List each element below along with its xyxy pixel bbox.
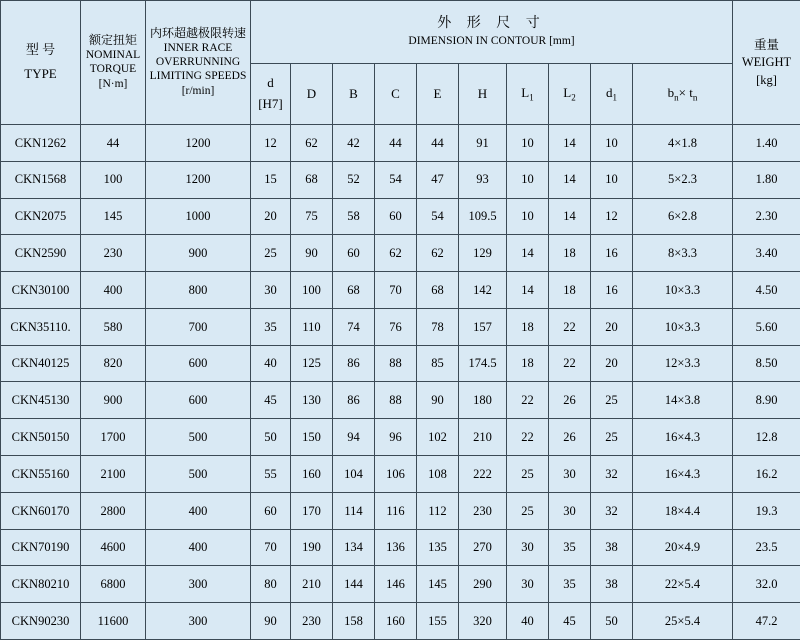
cell-weight: 23.5 xyxy=(733,529,800,566)
cell-torque: 4600 xyxy=(81,529,146,566)
cell-type: CKN2075 xyxy=(1,198,81,235)
cell-E: 108 xyxy=(417,456,459,493)
header-dimension-en: DIMENSION IN CONTOUR [mm] xyxy=(408,34,575,47)
header-torque xyxy=(81,1,146,125)
cell-B: 52 xyxy=(333,161,375,198)
cell-weight: 47.2 xyxy=(733,603,800,640)
cell-speed: 300 xyxy=(146,603,251,640)
cell-C: 70 xyxy=(375,272,417,309)
cell-d1: 32 xyxy=(591,492,633,529)
cell-L2: 22 xyxy=(549,308,591,345)
cell-d: 35 xyxy=(251,308,291,345)
cell-key: 16×4.3 xyxy=(633,456,733,493)
cell-D: 62 xyxy=(291,125,333,162)
cell-H: 91 xyxy=(459,125,507,162)
cell-d1: 16 xyxy=(591,235,633,272)
header-speed-cn: 内环超越极限转速 xyxy=(149,26,246,41)
cell-torque: 900 xyxy=(81,382,146,419)
cell-E: 62 xyxy=(417,235,459,272)
cell-speed: 700 xyxy=(146,308,251,345)
cell-torque: 820 xyxy=(81,345,146,382)
header-col-L2-base: L xyxy=(563,84,572,100)
cell-key: 25×5.4 xyxy=(633,603,733,640)
cell-type: CKN1262 xyxy=(1,125,81,162)
cell-E: 112 xyxy=(417,492,459,529)
header-col-E: E xyxy=(417,64,459,125)
cell-D: 150 xyxy=(291,419,333,456)
cell-torque: 11600 xyxy=(81,603,146,640)
cell-key: 4×1.8 xyxy=(633,125,733,162)
header-col-keyway-b: b xyxy=(667,84,675,100)
cell-torque: 400 xyxy=(81,272,146,309)
cell-d: 60 xyxy=(251,492,291,529)
cell-L2: 30 xyxy=(549,456,591,493)
table-header xyxy=(1,1,800,125)
table-body xyxy=(1,125,800,640)
cell-speed: 900 xyxy=(146,235,251,272)
cell-E: 68 xyxy=(417,272,459,309)
table-row xyxy=(1,161,800,198)
cell-key: 6×2.8 xyxy=(633,198,733,235)
cell-C: 76 xyxy=(375,308,417,345)
cell-d1: 32 xyxy=(591,456,633,493)
cell-H: 230 xyxy=(459,492,507,529)
cell-L1: 10 xyxy=(507,161,549,198)
header-type-cn: 型 号 xyxy=(25,42,56,58)
cell-B: 60 xyxy=(333,235,375,272)
cell-E: 145 xyxy=(417,566,459,603)
cell-L1: 14 xyxy=(507,272,549,309)
cell-D: 160 xyxy=(291,456,333,493)
header-col-L2-index: 2 xyxy=(571,92,576,103)
header-col-keyway-tn: n xyxy=(692,92,698,103)
cell-d1: 38 xyxy=(591,529,633,566)
cell-B: 42 xyxy=(333,125,375,162)
cell-type: CKN30100 xyxy=(1,272,81,309)
header-col-B: B xyxy=(333,64,375,125)
cell-L2: 18 xyxy=(549,272,591,309)
cell-key: 12×3.3 xyxy=(633,345,733,382)
cell-D: 75 xyxy=(291,198,333,235)
cell-weight: 8.50 xyxy=(733,345,800,382)
cell-weight: 8.90 xyxy=(733,382,800,419)
cell-torque: 145 xyxy=(81,198,146,235)
cell-torque: 100 xyxy=(81,161,146,198)
cell-torque: 580 xyxy=(81,308,146,345)
cell-type: CKN2590 xyxy=(1,235,81,272)
cell-C: 96 xyxy=(375,419,417,456)
cell-B: 158 xyxy=(333,603,375,640)
cell-C: 146 xyxy=(375,566,417,603)
cell-key: 16×4.3 xyxy=(633,419,733,456)
cell-C: 60 xyxy=(375,198,417,235)
cell-H: 320 xyxy=(459,603,507,640)
cell-torque: 230 xyxy=(81,235,146,272)
cell-L1: 10 xyxy=(507,125,549,162)
cell-speed: 1200 xyxy=(146,125,251,162)
cell-B: 114 xyxy=(333,492,375,529)
table-row xyxy=(1,272,800,309)
cell-C: 44 xyxy=(375,125,417,162)
cell-type: CKN50150 xyxy=(1,419,81,456)
table-row xyxy=(1,235,800,272)
cell-d: 20 xyxy=(251,198,291,235)
cell-key: 8×3.3 xyxy=(633,235,733,272)
header-col-D: D xyxy=(291,64,333,125)
cell-L2: 26 xyxy=(549,419,591,456)
cell-D: 110 xyxy=(291,308,333,345)
cell-D: 125 xyxy=(291,345,333,382)
cell-L2: 26 xyxy=(549,382,591,419)
header-col-keyway xyxy=(633,64,733,125)
cell-C: 106 xyxy=(375,456,417,493)
cell-L1: 30 xyxy=(507,529,549,566)
header-torque-cn: 额定扭矩 xyxy=(88,33,137,48)
cell-key: 14×3.8 xyxy=(633,382,733,419)
cell-d: 40 xyxy=(251,345,291,382)
cell-type: CKN60170 xyxy=(1,492,81,529)
header-col-keyway-bn: n xyxy=(674,92,679,103)
cell-L2: 14 xyxy=(549,125,591,162)
table-row xyxy=(1,566,800,603)
cell-L1: 18 xyxy=(507,345,549,382)
header-col-L1 xyxy=(507,64,549,125)
cell-E: 47 xyxy=(417,161,459,198)
cell-B: 134 xyxy=(333,529,375,566)
cell-B: 86 xyxy=(333,345,375,382)
cell-d: 45 xyxy=(251,382,291,419)
cell-torque: 1700 xyxy=(81,419,146,456)
cell-E: 54 xyxy=(417,198,459,235)
cell-D: 210 xyxy=(291,566,333,603)
cell-d: 15 xyxy=(251,161,291,198)
cell-H: 174.5 xyxy=(459,345,507,382)
header-speed-en3: LIMITING SPEEDS xyxy=(149,70,247,83)
cell-torque: 2100 xyxy=(81,456,146,493)
header-col-L1-base: L xyxy=(521,84,530,100)
cell-B: 104 xyxy=(333,456,375,493)
table-row xyxy=(1,603,800,640)
cell-D: 230 xyxy=(291,603,333,640)
cell-C: 54 xyxy=(375,161,417,198)
cell-L1: 25 xyxy=(507,456,549,493)
cell-weight: 19.3 xyxy=(733,492,800,529)
header-weight-unit: [kg] xyxy=(756,72,777,87)
header-weight xyxy=(733,1,800,125)
cell-B: 86 xyxy=(333,382,375,419)
cell-d: 25 xyxy=(251,235,291,272)
cell-D: 130 xyxy=(291,382,333,419)
cell-L1: 22 xyxy=(507,382,549,419)
cell-weight: 16.2 xyxy=(733,456,800,493)
cell-type: CKN70190 xyxy=(1,529,81,566)
cell-weight: 1.80 xyxy=(733,161,800,198)
header-type xyxy=(1,1,81,125)
cell-d: 90 xyxy=(251,603,291,640)
cell-weight: 3.40 xyxy=(733,235,800,272)
cell-L2: 22 xyxy=(549,345,591,382)
header-speed-en1: INNER RACE xyxy=(163,41,233,54)
cell-speed: 500 xyxy=(146,419,251,456)
cell-type: CKN40125 xyxy=(1,345,81,382)
cell-key: 20×4.9 xyxy=(633,529,733,566)
cell-H: 109.5 xyxy=(459,198,507,235)
table-row xyxy=(1,345,800,382)
cell-L2: 45 xyxy=(549,603,591,640)
cell-speed: 400 xyxy=(146,529,251,566)
header-col-d1-index: 1 xyxy=(612,92,617,103)
table-row xyxy=(1,419,800,456)
cell-H: 222 xyxy=(459,456,507,493)
cell-H: 270 xyxy=(459,529,507,566)
cell-C: 116 xyxy=(375,492,417,529)
cell-H: 129 xyxy=(459,235,507,272)
cell-L2: 14 xyxy=(549,161,591,198)
cell-weight: 32.0 xyxy=(733,566,800,603)
header-col-d xyxy=(251,64,291,125)
cell-d: 12 xyxy=(251,125,291,162)
cell-d1: 25 xyxy=(591,419,633,456)
header-col-d-tol: [H7] xyxy=(258,96,283,111)
cell-B: 94 xyxy=(333,419,375,456)
cell-d1: 10 xyxy=(591,125,633,162)
cell-weight: 1.40 xyxy=(733,125,800,162)
cell-d: 55 xyxy=(251,456,291,493)
cell-D: 170 xyxy=(291,492,333,529)
header-col-d1 xyxy=(591,64,633,125)
cell-weight: 5.60 xyxy=(733,308,800,345)
cell-E: 90 xyxy=(417,382,459,419)
table-row xyxy=(1,125,800,162)
cell-speed: 1200 xyxy=(146,161,251,198)
cell-L1: 22 xyxy=(507,419,549,456)
cell-C: 62 xyxy=(375,235,417,272)
cell-L1: 10 xyxy=(507,198,549,235)
cell-H: 157 xyxy=(459,308,507,345)
header-type-en: TYPE xyxy=(24,66,57,81)
cell-type: CKN45130 xyxy=(1,382,81,419)
cell-speed: 1000 xyxy=(146,198,251,235)
cell-key: 22×5.4 xyxy=(633,566,733,603)
cell-type: CKN35110. xyxy=(1,308,81,345)
cell-L2: 35 xyxy=(549,529,591,566)
header-torque-en2: TORQUE xyxy=(89,63,137,76)
cell-D: 190 xyxy=(291,529,333,566)
cell-d1: 20 xyxy=(591,308,633,345)
cell-key: 10×3.3 xyxy=(633,308,733,345)
cell-L2: 18 xyxy=(549,235,591,272)
cell-d1: 16 xyxy=(591,272,633,309)
cell-type: CKN80210 xyxy=(1,566,81,603)
table-row xyxy=(1,382,800,419)
header-col-d1-base: d xyxy=(606,84,613,100)
cell-L2: 35 xyxy=(549,566,591,603)
cell-H: 142 xyxy=(459,272,507,309)
cell-D: 90 xyxy=(291,235,333,272)
cell-d1: 38 xyxy=(591,566,633,603)
cell-d: 70 xyxy=(251,529,291,566)
header-col-H: H xyxy=(459,64,507,125)
cell-torque: 44 xyxy=(81,125,146,162)
cell-L2: 14 xyxy=(549,198,591,235)
table-row xyxy=(1,529,800,566)
cell-d: 80 xyxy=(251,566,291,603)
cell-d1: 25 xyxy=(591,382,633,419)
cell-type: CKN90230 xyxy=(1,603,81,640)
header-speed xyxy=(146,1,251,125)
cell-d1: 10 xyxy=(591,161,633,198)
cell-E: 135 xyxy=(417,529,459,566)
cell-H: 210 xyxy=(459,419,507,456)
cell-speed: 800 xyxy=(146,272,251,309)
cell-H: 290 xyxy=(459,566,507,603)
header-col-d-label: d xyxy=(267,75,274,91)
header-dimension-group xyxy=(251,1,733,64)
cell-speed: 600 xyxy=(146,382,251,419)
cell-weight: 12.8 xyxy=(733,419,800,456)
cell-L1: 30 xyxy=(507,566,549,603)
cell-D: 100 xyxy=(291,272,333,309)
cell-key: 10×3.3 xyxy=(633,272,733,309)
cell-d: 50 xyxy=(251,419,291,456)
header-torque-unit: [N·m] xyxy=(98,77,128,90)
header-weight-cn: 重量 xyxy=(754,37,780,52)
cell-C: 136 xyxy=(375,529,417,566)
header-dimension-cn: 外 形 尺 寸 xyxy=(437,15,546,31)
header-col-L1-index: 1 xyxy=(529,92,534,103)
table-row xyxy=(1,492,800,529)
cell-L1: 14 xyxy=(507,235,549,272)
cell-E: 155 xyxy=(417,603,459,640)
cell-D: 68 xyxy=(291,161,333,198)
cell-E: 44 xyxy=(417,125,459,162)
header-col-L2 xyxy=(549,64,591,125)
header-speed-unit: [r/min] xyxy=(181,84,215,97)
cell-L1: 25 xyxy=(507,492,549,529)
cell-L1: 18 xyxy=(507,308,549,345)
cell-C: 88 xyxy=(375,382,417,419)
cell-H: 93 xyxy=(459,161,507,198)
cell-speed: 600 xyxy=(146,345,251,382)
header-speed-en2: OVERRUNNING xyxy=(155,56,241,69)
table-row xyxy=(1,198,800,235)
header-row-1 xyxy=(1,1,800,64)
table-row xyxy=(1,456,800,493)
cell-torque: 6800 xyxy=(81,566,146,603)
cell-d: 30 xyxy=(251,272,291,309)
cell-d1: 12 xyxy=(591,198,633,235)
header-torque-en1: NOMINAL xyxy=(85,49,141,62)
cell-key: 5×2.3 xyxy=(633,161,733,198)
cell-type: CKN1568 xyxy=(1,161,81,198)
cell-weight: 2.30 xyxy=(733,198,800,235)
cell-C: 160 xyxy=(375,603,417,640)
cell-L1: 40 xyxy=(507,603,549,640)
cell-speed: 300 xyxy=(146,566,251,603)
cell-d1: 50 xyxy=(591,603,633,640)
cell-H: 180 xyxy=(459,382,507,419)
cell-B: 58 xyxy=(333,198,375,235)
cell-key: 18×4.4 xyxy=(633,492,733,529)
cell-B: 68 xyxy=(333,272,375,309)
header-col-keyway-xt: × t xyxy=(678,84,693,100)
cell-speed: 500 xyxy=(146,456,251,493)
cell-B: 144 xyxy=(333,566,375,603)
cell-speed: 400 xyxy=(146,492,251,529)
cell-L2: 30 xyxy=(549,492,591,529)
header-col-C: C xyxy=(375,64,417,125)
cell-torque: 2800 xyxy=(81,492,146,529)
cell-type: CKN55160 xyxy=(1,456,81,493)
header-weight-en: WEIGHT xyxy=(741,55,792,70)
cell-E: 85 xyxy=(417,345,459,382)
cell-d1: 20 xyxy=(591,345,633,382)
cell-E: 78 xyxy=(417,308,459,345)
table-row xyxy=(1,308,800,345)
cell-C: 88 xyxy=(375,345,417,382)
cell-weight: 4.50 xyxy=(733,272,800,309)
cell-E: 102 xyxy=(417,419,459,456)
cell-B: 74 xyxy=(333,308,375,345)
